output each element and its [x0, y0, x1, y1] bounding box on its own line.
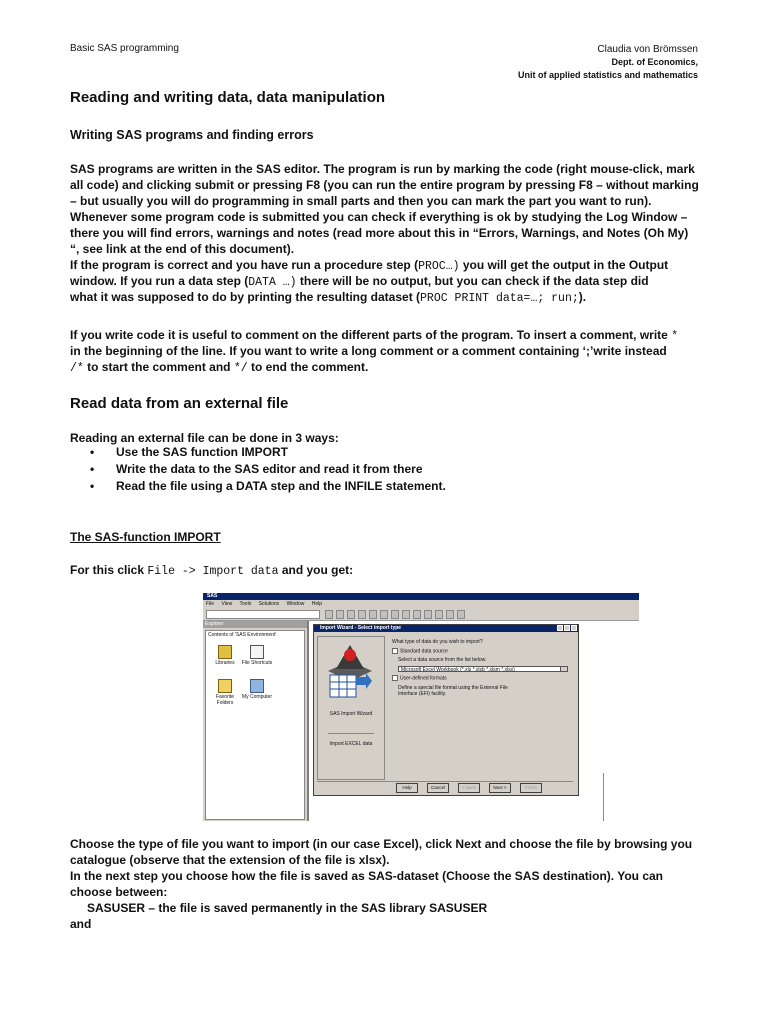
explorer-body [205, 630, 305, 820]
wizard-question: What type of data do you wish to import? [392, 639, 483, 645]
run-icon[interactable] [435, 610, 443, 619]
save-icon[interactable] [347, 610, 355, 619]
text-line: “, see link at the end of this document). [70, 242, 295, 256]
text-line: SAS programs are written in the SAS editor. The program is run by marking the code (right mouse-click, mark [70, 162, 695, 176]
text-line: in the beginning of the line. If you want to write a long comment or a comment containing ‘;’write instead [70, 344, 667, 358]
menu-tools[interactable]: Tools [239, 601, 252, 607]
bullet-list [90, 444, 446, 495]
libraries-item[interactable]: Libraries [208, 645, 242, 666]
instruction-line: For this click File -> Import data and you get: [70, 563, 354, 578]
menu-file[interactable]: File [206, 601, 215, 607]
panel-label-excel: Import EXCEL data [329, 741, 373, 747]
inline-code: */ [233, 362, 248, 375]
computer-icon [250, 679, 264, 693]
wizard-side-panel [317, 636, 385, 780]
sas-screenshot [203, 593, 639, 821]
toolbar-icons [325, 610, 465, 619]
command-combo[interactable] [206, 610, 320, 619]
option-standard-sub: Select a data source from the list below. [398, 657, 487, 664]
inline-code: DATA …) [248, 276, 297, 289]
wizard-divider [317, 781, 573, 782]
header-author-block [518, 43, 698, 82]
list-item: • Read the file using a DATA step and the INFILE statement. [90, 478, 446, 495]
help-icon[interactable] [457, 610, 465, 619]
paste-icon[interactable] [402, 610, 410, 619]
inline-code: PROC PRINT data=…; run; [420, 292, 579, 305]
file-shortcut-icon [250, 645, 264, 659]
output-strip [603, 773, 639, 821]
wizard-titlebar: Import Wizard - Select import type [314, 625, 578, 632]
checkbox-icon[interactable] [392, 675, 398, 681]
explorer-title: Explorer [203, 621, 307, 628]
menu-help[interactable]: Help [311, 601, 323, 607]
data-source-select[interactable]: Microsoft Excel Workbook (*.xls *.xlsb *.xlsm *.xlsx) [398, 666, 568, 672]
import-wizard-art-icon [326, 641, 374, 701]
help-button[interactable]: Help [396, 783, 418, 793]
window-buttons [557, 625, 577, 631]
folder-icon [218, 679, 232, 693]
header-course: Basic SAS programming [70, 43, 179, 54]
maximize-icon[interactable] [564, 625, 570, 631]
explorer-icon[interactable] [424, 610, 432, 619]
finish-button[interactable]: Finish [520, 783, 542, 793]
new-icon[interactable] [325, 610, 333, 619]
paragraph-choose-file [70, 836, 702, 932]
subheading-import: The SAS-function IMPORT [70, 530, 221, 544]
sas-toolbar [203, 608, 639, 621]
list-item: • Use the SAS function IMPORT [90, 444, 446, 461]
header-dept: Dept. of Economics, [611, 57, 698, 67]
open-icon[interactable] [336, 610, 344, 619]
stop-icon[interactable] [446, 610, 454, 619]
explorer-pane [203, 621, 307, 821]
cut-icon[interactable] [380, 610, 388, 619]
text-line: Whenever some program code is submitted you can check if everything is ok by studying the Log Window – [70, 210, 688, 224]
sas-titlebar: SAS [203, 593, 639, 600]
text-line: Choose the type of file you want to import (in our case Excel), click Next and choose the file by browsing you [70, 837, 693, 851]
my-computer-item[interactable]: My Computer [240, 679, 274, 700]
text-line: window. If you run a data step (DATA …) there will be no output, but you can check if the data step did [70, 274, 649, 289]
text-line: what it was supposed to do by printing the resulting dataset (PROC PRINT data=…; run;). [70, 290, 587, 305]
checkbox-checked-icon[interactable] [392, 648, 398, 654]
header-unit: Unit of applied statistics and mathematics [517, 70, 698, 80]
text-line: If the program is correct and you have run a procedure step (PROC…) you will get the output in the Output [70, 258, 669, 273]
option-user-defined-desc: Define a special file format using the External File Interface (EFI) facility. [398, 684, 508, 697]
inline-code: * [671, 330, 679, 343]
header-author: Claudia von Brömssen [597, 44, 698, 55]
favorite-folders-item[interactable]: Favorite Folders [208, 679, 242, 706]
text-line: catalogue (observe that the extension of the file is xlsx). [70, 853, 390, 867]
paragraph-comments [70, 327, 702, 375]
text-line: there you will find errors, warnings and notes (read more about this in “Errors, Warnings, and Notes (Oh My) [70, 226, 689, 240]
text-line: In the next step you choose how the file is saved as SAS-dataset (Choose the SAS destination). You can [70, 869, 664, 883]
text-line: and [70, 917, 92, 931]
copy-icon[interactable] [391, 610, 399, 619]
cancel-button[interactable]: Cancel [427, 783, 449, 793]
drawer-icon [218, 645, 232, 659]
text-line: /* to start the comment and */ to end the comment. [70, 360, 369, 375]
sas-menubar [203, 600, 639, 608]
section-heading-writing: Writing SAS programs and finding errors [70, 128, 314, 142]
text-line: – but usually you will do programming in small parts and then you can mark the part you want to run). [70, 194, 652, 208]
import-wizard-dialog [313, 624, 579, 796]
minimize-icon[interactable] [557, 625, 563, 631]
page-title: Reading and writing data, data manipulation [70, 89, 386, 106]
undo-icon[interactable] [413, 610, 421, 619]
text-line: If you write code it is useful to comment on the different parts of the program. To insert a comment, write * [70, 328, 679, 343]
preview-icon[interactable] [369, 610, 377, 619]
menu-window[interactable]: Window [286, 601, 305, 607]
wizard-content [392, 639, 572, 700]
text-line: SASUSER – the file is saved permanently in the SAS library SASUSER [87, 901, 488, 915]
read-intro: Reading an external file can be done in 3 ways: [70, 431, 339, 445]
next-button[interactable]: Next > [489, 783, 511, 793]
wizard-buttons [396, 783, 542, 793]
inline-code: PROC…) [418, 260, 460, 273]
close-icon[interactable] [571, 625, 577, 631]
file-shortcuts-item[interactable]: File Shortcuts [240, 645, 274, 666]
inline-code: File -> Import data [147, 565, 279, 578]
menu-solutions[interactable]: Solutions [258, 601, 280, 607]
paragraph-sas-editor [70, 161, 702, 305]
option-standard[interactable]: Standard data source [392, 648, 572, 654]
list-item: • Write the data to the SAS editor and read it from there [90, 461, 446, 478]
explorer-caption: Contents of 'SAS Environment' [208, 632, 277, 638]
inline-code: /* [70, 362, 84, 375]
text-line: choose between: [70, 885, 168, 899]
back-button[interactable]: < Back [458, 783, 480, 793]
print-icon[interactable] [358, 610, 366, 619]
panel-label-wizard: SAS Import Wizard [329, 711, 373, 717]
option-user-defined[interactable]: User-defined formats [392, 675, 572, 681]
section-heading-read-data: Read data from an external file [70, 395, 289, 412]
text-line: all code) and clicking submit or pressing F8 (you can run the entire program by pressing F8 – without marking [70, 178, 699, 192]
menu-view[interactable]: View [221, 601, 233, 607]
panel-divider [328, 733, 374, 734]
